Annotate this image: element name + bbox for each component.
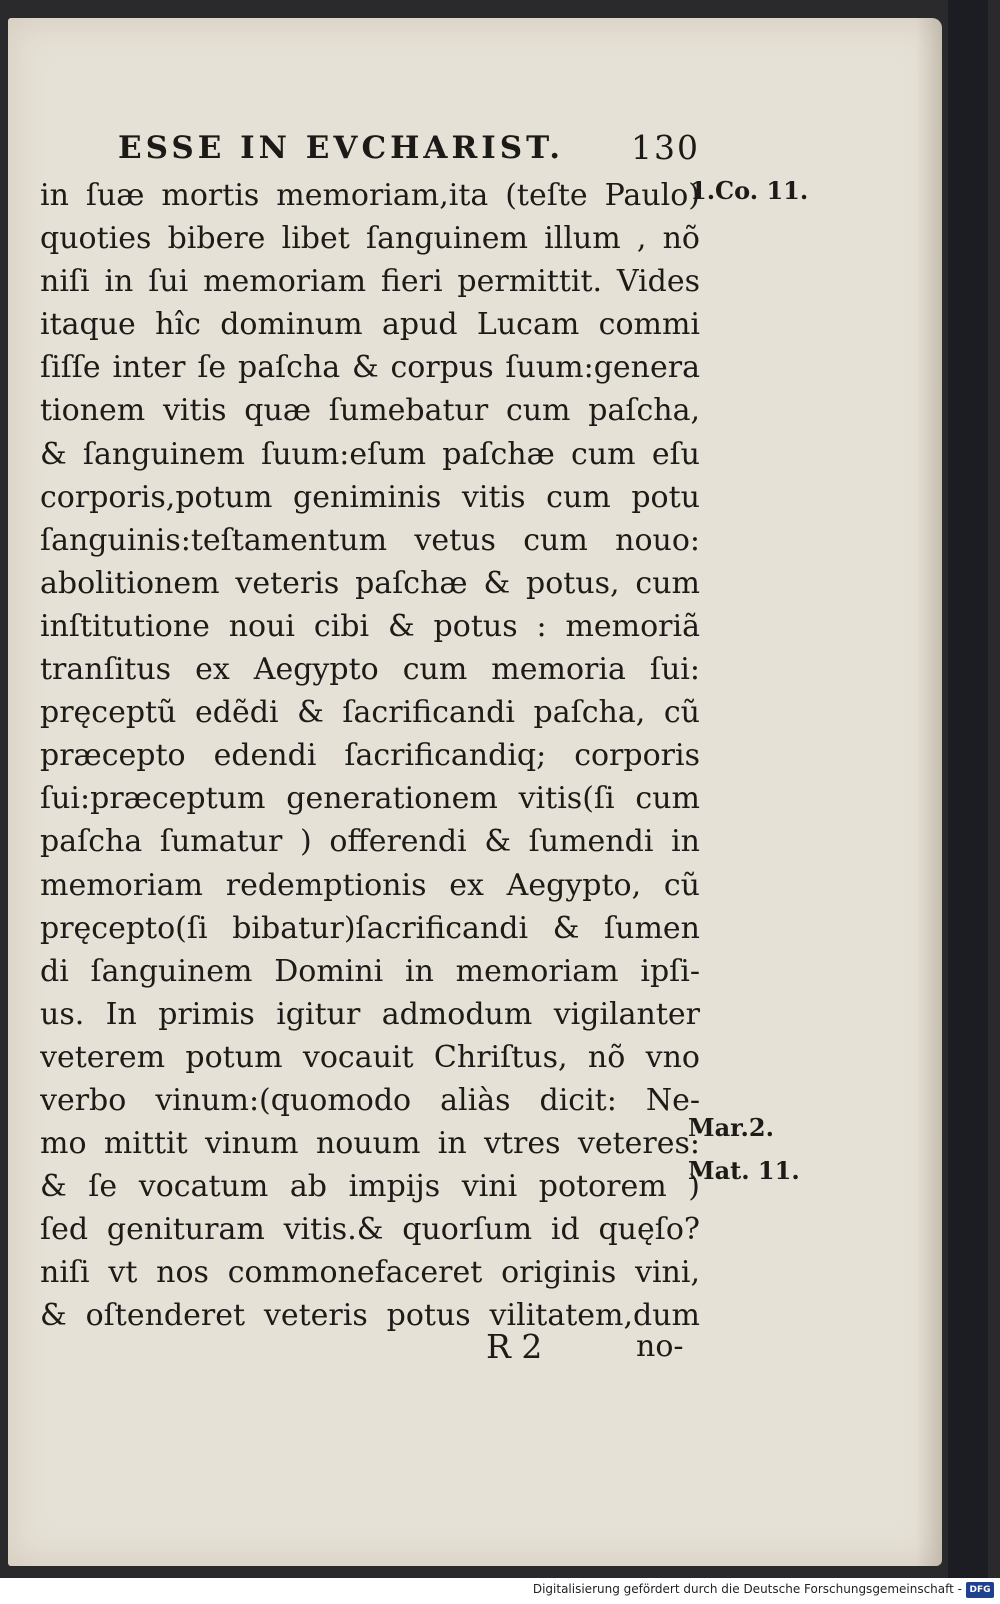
footer-bar bbox=[0, 1578, 1000, 1604]
text-line: us. In primis igitur admodum vigilanter bbox=[40, 996, 700, 1032]
catchword: no- bbox=[636, 1329, 684, 1364]
text-line: pręceptũ edẽdi & ſacrificandi paſcha, cũ bbox=[40, 695, 700, 731]
text-line: ſed genituram vitis.& quorſum id quęſo? bbox=[40, 1212, 700, 1248]
text-line: itaque hîc dominum apud Lucam commi bbox=[40, 307, 700, 343]
signature-mark: R 2 bbox=[486, 1327, 543, 1366]
margin-note: 1.Co. 11. bbox=[690, 176, 809, 205]
text-line: & ſanguinem ſuum:eſum paſchæ cum eſu bbox=[40, 436, 700, 472]
text-line: pręcepto(ſi bibatur)ſacrificandi & ſumen bbox=[40, 910, 700, 946]
text-line: præcepto edendi ſacrificandiq; corporis bbox=[40, 738, 700, 774]
text-line: & ſe vocatum ab impijs vini potorem ) bbox=[40, 1169, 700, 1205]
folio-number: 130 bbox=[631, 128, 700, 167]
text-line: mo mittit vinum nouum in vtres veteres: bbox=[40, 1126, 700, 1162]
margin-note: Mar.2. bbox=[688, 1113, 774, 1142]
text-line: tionem vitis quæ ſumebatur cum paſcha, bbox=[40, 393, 700, 429]
text-line: abolitionem veteris paſchæ & potus, cum bbox=[40, 565, 700, 601]
running-head bbox=[110, 130, 700, 176]
text-line: in ſuæ mortis memoriam,ita (teſte Paulo) bbox=[40, 178, 700, 213]
body-text bbox=[40, 174, 700, 1338]
text-line: quoties bibere libet ſanguinem illum , nõ bbox=[40, 221, 700, 257]
text-line: corporis,potum geniminis vitis cum potu bbox=[40, 479, 700, 515]
text-line: & oſtenderet veteris potus vilitatem,dum bbox=[40, 1298, 700, 1334]
text-line: ſui:præceptum generationem vitis(ſi cum bbox=[40, 781, 700, 817]
text-line: paſcha ſumatur ) offerendi & ſumendi in bbox=[40, 824, 700, 860]
text-line: niſi vt nos commonefaceret originis vini, bbox=[40, 1255, 700, 1291]
text-line: veterem potum vocauit Chriſtus, nõ vno bbox=[40, 1039, 700, 1075]
running-head-title: ESSE IN EVCHARIST. bbox=[118, 130, 564, 166]
book-spine-edge bbox=[948, 0, 988, 1578]
text-line: ſanguinis:teſtamentum vetus cum nouo: bbox=[40, 522, 700, 558]
text-line: inſtitutione noui cibi & potus : memoriã bbox=[40, 608, 700, 644]
text-line: di ſanguinem Domini in memoriam ipſi- bbox=[40, 953, 700, 989]
text-line: memoriam redemptionis ex Aegypto, cũ bbox=[40, 867, 700, 903]
text-line: ſiſſe inter ſe paſcha & corpus ſuum:genera bbox=[40, 350, 700, 386]
text-line: verbo vinum:(quomodo aliàs dicit: Ne- bbox=[40, 1082, 700, 1118]
dfg-logo-icon: DFG bbox=[966, 1582, 994, 1598]
margin-note: Mat. 11. bbox=[688, 1156, 800, 1185]
footer-credit: Digitalisierung gefördert durch die Deutsche Forschungsgemeinschaft - bbox=[532, 1582, 962, 1596]
text-line: niſi in ſui memoriam fieri permittit. Vides bbox=[40, 264, 700, 300]
text-line: tranſitus ex Aegypto cum memoria ſui: bbox=[40, 652, 700, 688]
